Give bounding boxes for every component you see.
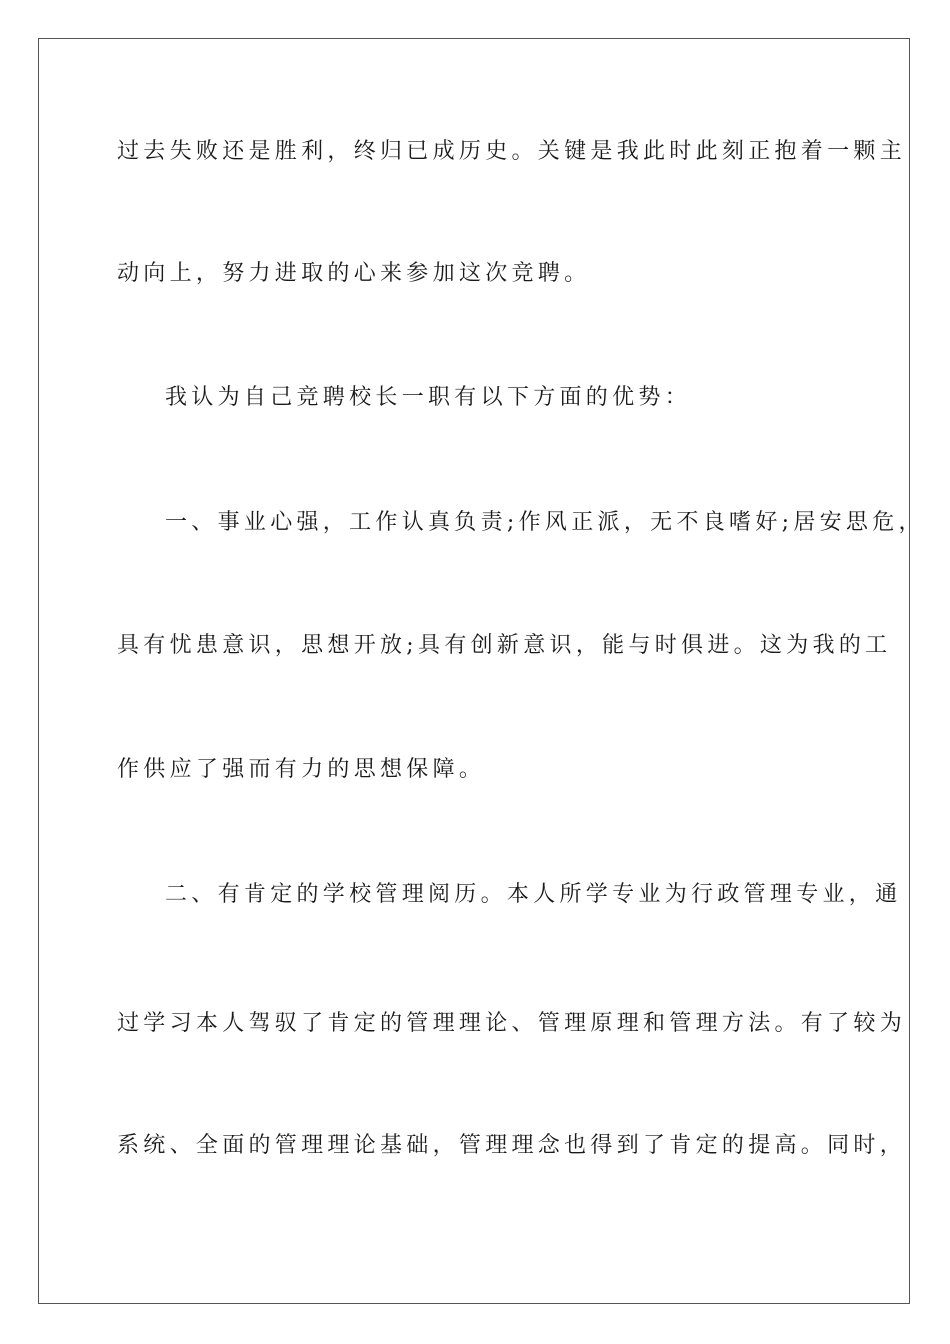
paragraph-line-6: 作供应了强而有力的思想保障。 (117, 757, 486, 782)
paragraph-line-4: 一、事业心强，工作认真负责;作风正派，无不良嗜好;居安思危， (165, 510, 925, 535)
paragraph-line-5: 具有忧患意识，思想开放;具有创新意识，能与时俱进。这为我的工 (117, 633, 892, 658)
paragraph-line-9: 系统、全面的管理理论基础，管理理念也得到了肯定的提高。同时， (117, 1133, 907, 1158)
paragraph-line-2: 动向上，努力进取的心来参加这次竞聘。 (117, 261, 591, 286)
paragraph-line-8: 过学习本人驾驭了肯定的管理理论、管理原理和管理方法。有了较为 (117, 1011, 907, 1036)
paragraph-line-7: 二、有肯定的学校管理阅历。本人所学专业为行政管理专业，通 (165, 882, 902, 907)
paragraph-line-1: 过去失败还是胜利，终归已成历史。关键是我此时此刻正抱着一颗主 (117, 139, 907, 164)
paragraph-line-3: 我认为自己竞聘校长一职有以下方面的优势： (165, 385, 692, 410)
page-border (38, 38, 925, 1304)
